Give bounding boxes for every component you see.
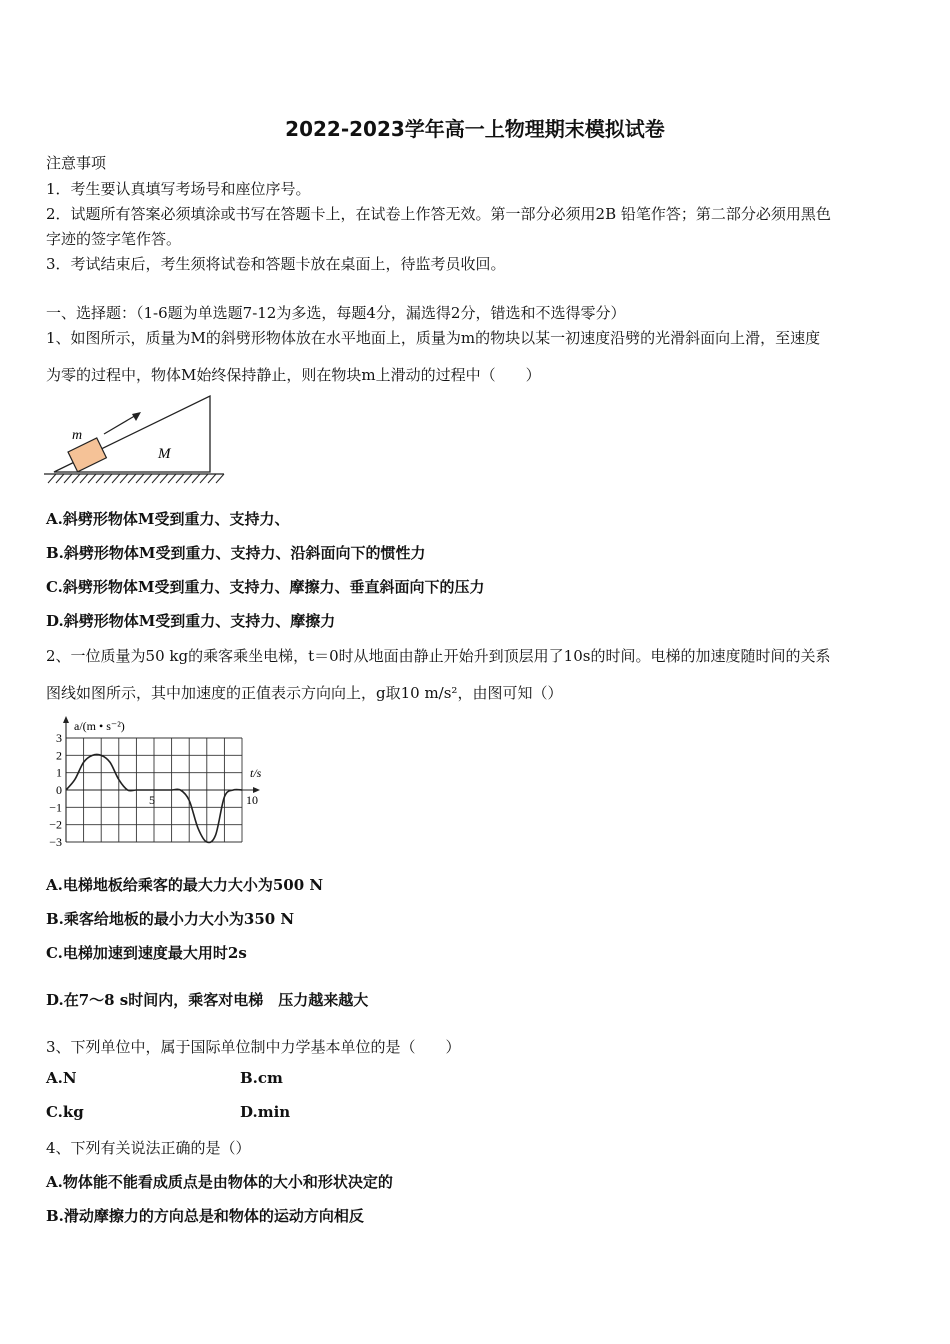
y-tick-label: −2: [49, 817, 62, 832]
y-tick-label: 1: [56, 765, 62, 780]
q1-stem-line1: 1、如图所示，质量为M的斜劈形物体放在水平地面上，质量为m的物块以某一初速度沿劈的光滑斜面向上滑，至速度: [46, 329, 821, 347]
q4-stem: 4、下列有关说法正确的是（）: [46, 1139, 251, 1157]
notice-item-2-cont: 字迹的签字笔作答。: [46, 230, 182, 248]
y-tick-label: 2: [56, 748, 62, 763]
chart-grid: [63, 716, 260, 842]
q3-option-d: D.min: [240, 1103, 291, 1121]
q4-option-b: B.滑动摩擦力的方向总是和物体的运动方向相反: [46, 1207, 364, 1225]
notice-item-3: 3．考试结束后，考生须将试卷和答题卡放在桌面上，待监考员收回。: [46, 255, 506, 273]
q1-wedge-figure: [44, 392, 229, 488]
q2-option-a: A.电梯地板给乘客的最大力大小为500 N: [46, 876, 324, 894]
chart-x-label: t/s: [250, 766, 262, 780]
q3-option-b: B.cm: [240, 1069, 283, 1087]
q1-stem-line2: 为零的过程中，物体M始终保持静止，则在物块m上滑动的过程中（ ）: [46, 366, 541, 384]
q2-option-d: D.在7～8 s时间内，乘客对电梯 压力越来越大: [46, 991, 369, 1009]
q3-option-c: C.kg: [46, 1103, 84, 1121]
y-tick-label: −3: [49, 835, 62, 849]
chart-y-label: a/(m • s⁻²): [74, 719, 125, 733]
q2-option-c: C.电梯加速到速度最大用时2s: [46, 944, 247, 962]
q2-option-b: B.乘客给地板的最小力大小为350 N: [46, 910, 295, 928]
chart-y-ticks: [49, 731, 62, 849]
q1-option-b: B.斜劈形物体M受到重力、支持力、沿斜面向下的惯性力: [46, 544, 426, 562]
acceleration-time-chart: [44, 712, 284, 857]
y-tick-label: 3: [56, 731, 62, 745]
q2-stem-line2: 图线如图所示，其中加速度的正值表示方向向上，g取10 m/s²，由图可知（）: [46, 684, 563, 702]
q4-option-a: A.物体能不能看成质点是由物体的大小和形状决定的: [46, 1173, 393, 1191]
y-tick-label: −1: [49, 800, 62, 815]
notice-item-1: 1．考生要认真填写考场号和座位序号。: [46, 180, 311, 198]
exam-title: 2022-2023学年高一上物理期末模拟试卷: [285, 117, 665, 141]
q2-stem-line1: 2、一位质量为50 kg的乘客乘坐电梯，t＝0时从地面由静止开始升到顶层用了10s的时间。电梯的加速度随时间的关系: [46, 647, 831, 665]
y-tick-label: 0: [56, 783, 62, 797]
q3-option-a: A.N: [46, 1069, 77, 1087]
x-tick-label: 5: [149, 793, 155, 807]
notice-item-2: 2．试题所有答案必须填涂或书写在答题卡上，在试卷上作答无效。第一部分必须用2B 铅笔作答；第二部分必须用黑色: [46, 205, 831, 223]
section-heading: 一、选择题：（1-6题为单选题7-12为多选，每题4分，漏选得2分，错选和不选得零分）: [46, 304, 626, 322]
label-m: m: [72, 428, 83, 443]
notice-heading: 注意事项: [46, 154, 107, 172]
q1-option-a: A.斜劈形物体M受到重力、支持力、: [46, 510, 290, 528]
label-M: M: [158, 446, 171, 462]
q1-option-d: D.斜劈形物体M受到重力、支持力、摩擦力: [46, 612, 336, 630]
q3-stem: 3、下列单位中，属于国际单位制中力学基本单位的是（ ）: [46, 1038, 461, 1056]
q1-option-c: C.斜劈形物体M受到重力、支持力、摩擦力、垂直斜面向下的压力: [46, 578, 485, 596]
y-axis-arrow-icon: [63, 716, 69, 723]
x-tick-label: 10: [246, 793, 258, 807]
